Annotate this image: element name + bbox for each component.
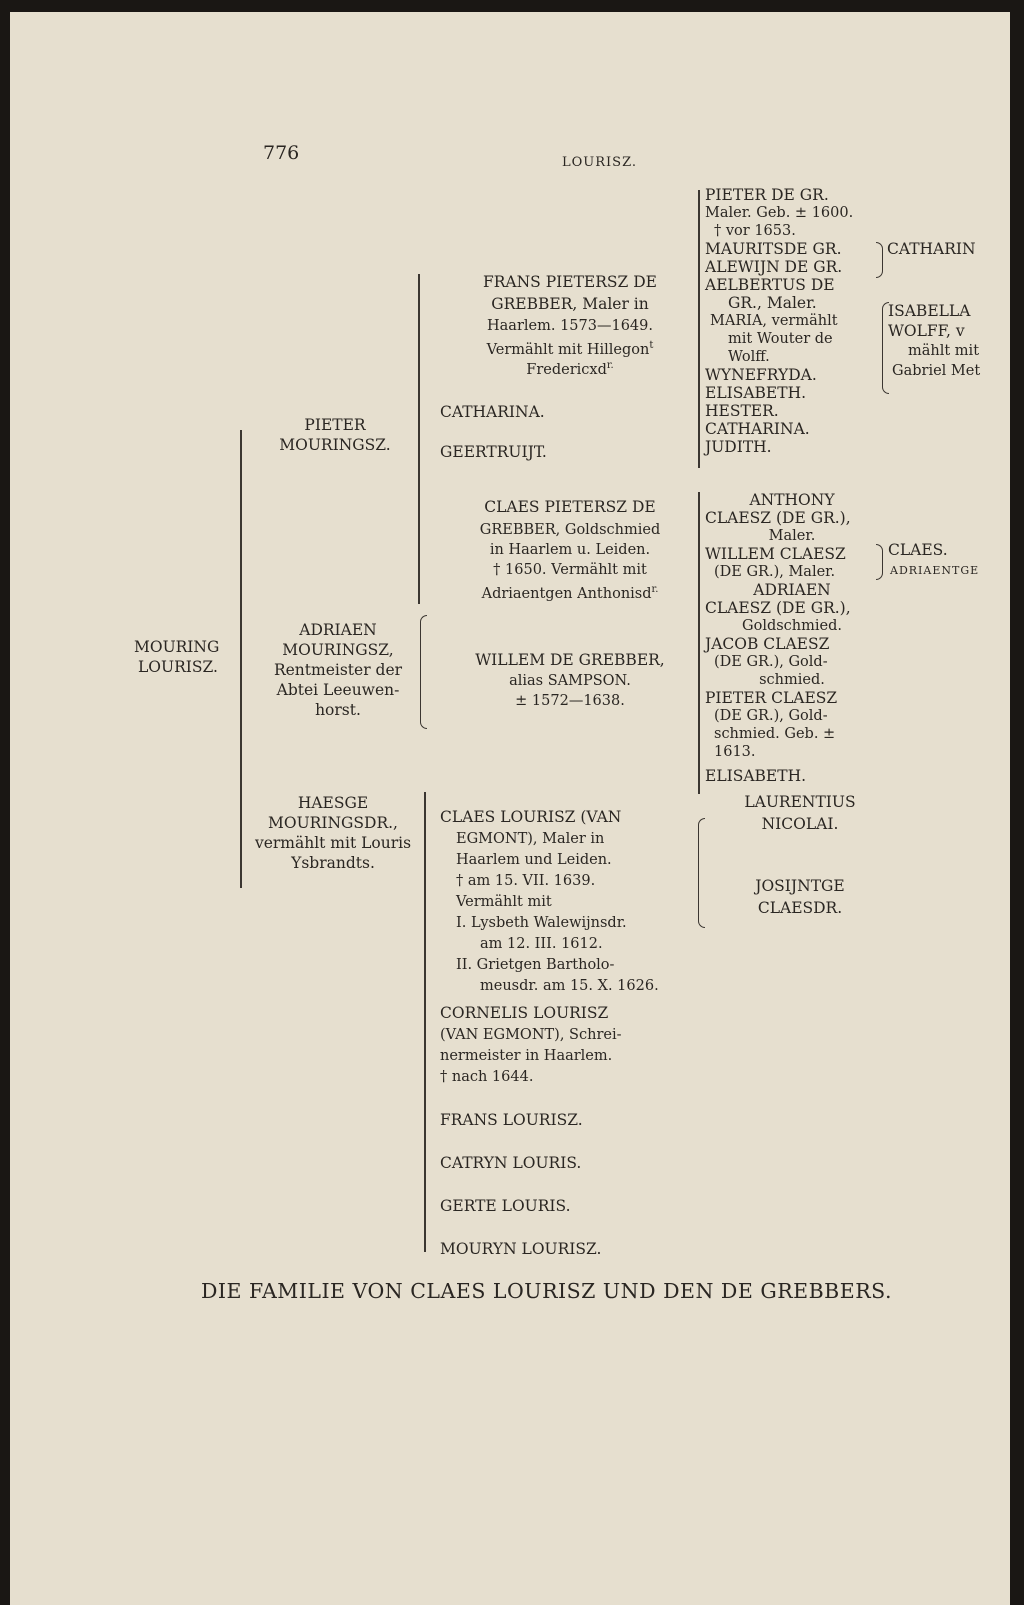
person-geertruijt: GEERTRUIJT. xyxy=(440,443,547,461)
catharina-bracket xyxy=(876,242,883,278)
person-frans-lourisz: FRANS LOURISZ. xyxy=(440,1111,583,1129)
root-person-line2: LOURISZ. xyxy=(138,658,218,676)
pieter-bracket xyxy=(418,274,420,604)
claes-grandchild-bracket xyxy=(876,544,883,580)
frans-children-bracket xyxy=(698,190,700,468)
claes-children-bracket xyxy=(698,492,700,794)
person-mouryn-lourisz: MOURYN LOURISZ. xyxy=(440,1240,602,1258)
root-person-line1: MOURING xyxy=(134,638,220,656)
haesge-bracket xyxy=(424,792,426,1252)
running-title: LOURISZ. xyxy=(562,155,638,170)
root-bracket xyxy=(240,430,242,888)
person-catryn-louris: CATRYN LOURIS. xyxy=(440,1154,582,1172)
person-catharina: CATHARINA. xyxy=(440,403,545,421)
page-number: 776 xyxy=(263,142,300,164)
adriaen-bracket xyxy=(420,615,427,729)
book-page: 776 LOURISZ. MOURING LOURISZ. PIETER MOURINGSZ. ADRIAEN MOURINGSZ, Rentmeister der Abtei Leeuwen- horst. HAESGE MOURINGSDR., vermählt mit Louris Ysbrandts. FRANS PIETERSZ DE GREBBER, Maler in Haarlem. 1573—1649. Vermählt mit Hillegon$^t$ Fredericxd$^{r.}$ CATHARINA. GEERTRUIJT. CLAES PIETERSZ DE GREBBER, Goldschmied in Haarlem u. Leiden. † 1650. Vermählt mit Adriaentgen Anthonisd$^{r.}$ WILLEM DE GREBBER, alias SAMPSON. ± 1572—1638. CLAES LOURISZ (VAN EGMONT), Maler in Haarlem und Leiden. † am 15. VII. 1639. Vermählt mit I. Lysbeth Walewijnsdr. am 12. III. 1612. II. Grietgen Bartholo- meusdr. am 15. X. 1626. CORNELIS LOURISZ (VAN EGMONT), Schrei- nermeister in Haarlem. † nach 1644. FRANS LOURISZ. CATRYN LOURIS. GERTE LOURIS. MOURYN LOURISZ. PIETER DE GR. Maler. Geb. ± 1600. † vor 1653. MAURITSDE GR. ALEWIJN DE GR. AELBERTUS DE GR., Maler. MARIA, vermählt mit Wouter de Wolff. WYNEFRYDA. ELISABETH. HESTER. CATHARINA. JUDITH. ANTHONY CLAESZ (DE GR.), Maler. WILLEM CLAESZ (DE GR.), Maler. ADRIAEN CLAESZ (DE GR.), Goldschmied. JACOB CLAESZ (DE GR.), Gold- schmied. PIETER CLAESZ (DE GR.), Gold- schmied. Geb. ± 1613. ELISABETH. LAURENTIUS NICOLAI. JOSIJNTGE CLAESDR. CATHARIN ISABELLA WOLFF, v mählt mit Gabriel Met CLAES. ADRIAENTGE DIE FAMILIE VON CLAES LOURISZ UND DEN DE GREBBERS. xyxy=(10,12,1010,1605)
claes-lourisz-children-bracket xyxy=(698,818,705,928)
person-gerte-louris: GERTE LOURIS. xyxy=(440,1197,571,1215)
grandchild-catharina: CATHARIN xyxy=(887,240,976,258)
figure-caption: DIE FAMILIE VON CLAES LOURISZ UND DEN DE GREBBERS. xyxy=(201,1279,892,1303)
